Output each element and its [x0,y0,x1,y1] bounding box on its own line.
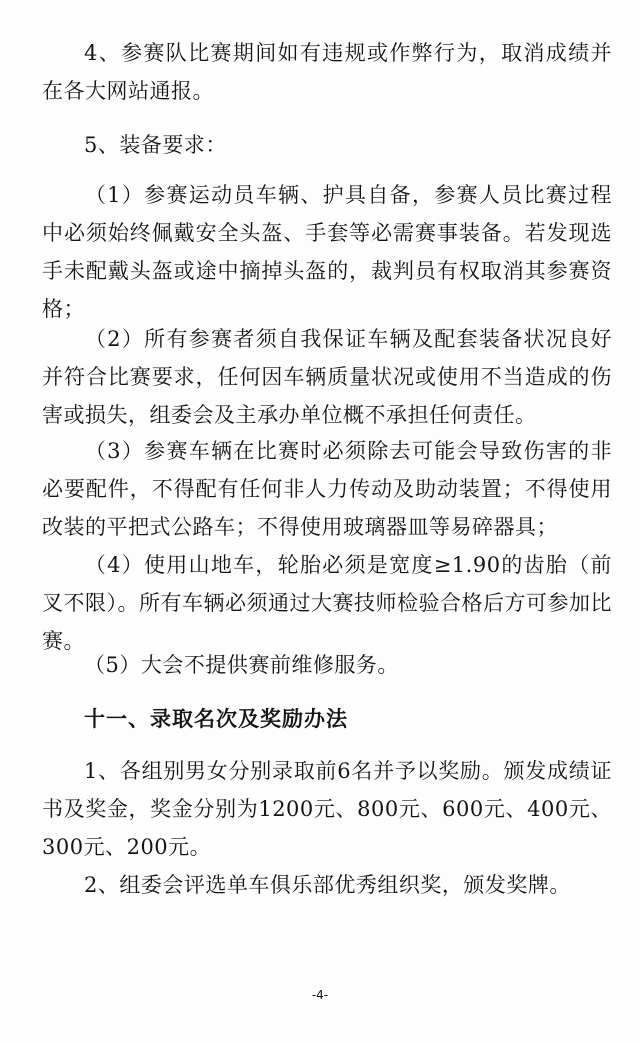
paragraph-award-2: 2、组委会评选单车俱乐部优秀组织奖，颁发奖牌。 [84,873,571,897]
paragraph-equipment-4: （4）使用山地车，轮胎必须是宽度≥1.90的齿胎（前叉不限）。所有车辆必须通过大赛技师检验合格后方可参加比赛。 [42,553,612,653]
paragraph-equipment-1: （1）参赛运动员车辆、护具自备，参赛人员比赛过程中必须始终佩戴安全头盔、手套等必需赛事装备。若发现选手未配戴头盔或途中摘掉头盔的，裁判员有权取消其参赛资格； [42,183,612,321]
paragraph-equipment-3: （3）参赛车辆在比赛时必须除去可能会导致伤害的非必要配件，不得配有任何非人力传动及助动装置；不得使用改装的平把式公路车；不得使用玻璃器皿等易碎器具； [42,439,612,539]
section-heading: 十一、录取名次及奖励办法 [84,707,348,731]
paragraph-equipment-5: （5）大会不提供赛前维修服务。 [84,653,399,677]
paragraph-equipment-title: 5、装备要求： [84,133,227,157]
paragraph-violation-rule: 4、参赛队比赛期间如有违规或作弊行为，取消成绩并在各大网站通报。 [42,41,612,103]
paragraph-equipment-2: （2）所有参赛者须自我保证车辆及配套装备状况良好并符合比赛要求，任何因车辆质量状况或使用不当造成的伤害或损失，组委会及主承办单位概不承担任何责任。 [42,327,612,427]
paragraph-award-1: 1、各组别男女分别录取前6名并予以奖励。颁发成绩证书及奖金，奖金分别为1200元、800元、600元、400元、300元、200元。 [42,759,612,859]
page-number: -4- [311,988,329,1002]
